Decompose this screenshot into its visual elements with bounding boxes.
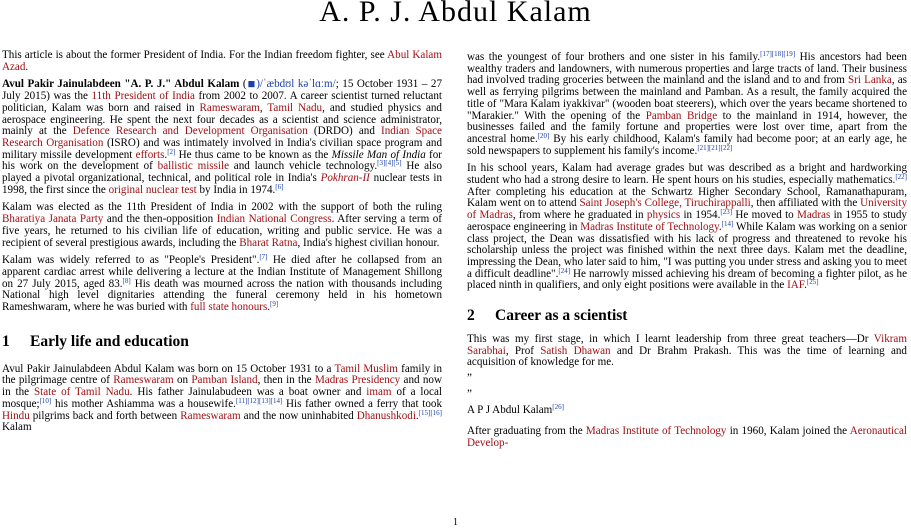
section-number: 2 [467, 307, 475, 325]
speaker-icon[interactable]: ◾) [246, 78, 260, 91]
citation[interactable]: [17][18][19] [760, 50, 796, 58]
link-tamil-nadu[interactable]: Tamil Nadu [267, 101, 323, 114]
left-column [2, 50, 442, 440]
citation[interactable]: [8] [122, 276, 131, 285]
link-physics[interactable]: physics [646, 209, 681, 222]
citation[interactable]: [6] [275, 182, 284, 191]
link-rameswaram[interactable]: Rameswaram [199, 101, 260, 114]
link-vikram-sarabhai[interactable]: Vikram Sarabhai [467, 333, 907, 357]
quote-mark: ” [467, 372, 472, 385]
link-pamban-island[interactable]: Pamban Island [191, 374, 258, 387]
link-hindu[interactable]: Hindu [2, 409, 30, 422]
section-title: Early life and education [30, 332, 189, 350]
citation[interactable]: [22] [895, 173, 907, 182]
intro-paragraph: Avul Pakir Jainulabdeen "A. P. J." Abdul Kalam (◾)/ˈæbdʊl kəˈlɑːm/; 15 October 1931 – 27 July 2015) was the 11th President of India from 2002 to 2007. A career scientist turned reluctant politician, Kalam was born and raised in Rameswaram, Tamil Nadu, and studied physics and aerospace engineering. He spent the next four decades as a scientist and science administrator, mainly at the Defence Research and Development Organisation (DRDO) and Indian Space Research Organisation (ISRO) and was intimately involved in India's civilian space program and military missile development efforts.[2] He thus came to be known as the Missile Man of India for his work on the development of ballistic missile and launch vehicle technology.[3][4][5] He also played a pivotal organizational, technical, and political role in India's Pokhran-II nuclear tests in 1998, the first since the original nuclear test by India in 1974.[6] [2, 78, 443, 196]
link-efforts[interactable]: efforts [135, 148, 165, 161]
school-paragraph: In his school years, Kalam had average grades but was described as a bright and hardworking student who had a strong desire to learn. He spent hours on his studies, especially mathematics.[22] After completing his education at the Schwartz Higher Secondary School, Ramanathapuram, Kalam went on to attend Saint Joseph's College, Tiruchirappalli, then affiliated with the University of Madras, from where he graduated in physics in 1954.[23] He moved to Madras in 1955 to study aerospace engineering in Madras Institute of Technology.[14] While Kalam was working on a senior class project, the Dean was dissatisfied with his lack of progress and threatened to revoke his scholarship unless the project was finished within the next three days. Kalam met the deadline, impressing the Dean, who later said to him, "I was putting you under stress and asking you to meet a difficult deadline".[24] He narrowly missed achieving his dream of becoming a fighter pilot, as he placed ninth in qualifiers, and only eight positions were available in the IAF.[25] [467, 162, 908, 292]
page-number: 1 [453, 517, 458, 528]
link-rameswaram[interactable]: Rameswaram [180, 409, 241, 422]
link-11th-president[interactable]: 11th President of India [91, 90, 195, 103]
link-abul-kalam-azad[interactable]: Abul Kalam Azad [2, 49, 442, 73]
link-madras-institute-of-technology[interactable]: Madras Institute of Technology [585, 425, 727, 438]
citation[interactable]: [26] [552, 402, 564, 411]
intro-name: Avul Pakir Jainulabdeen "A. P. J." Abdul Kalam [2, 78, 240, 91]
link-inc[interactable]: Indian National Congress [216, 213, 332, 226]
link-original-nuclear-test[interactable]: original nuclear test [108, 183, 197, 196]
link-madras[interactable]: Madras [797, 209, 831, 222]
quote-mark: ” [467, 387, 472, 400]
link-saint-josephs-college[interactable]: Saint Joseph's College, Tiruchirappalli [579, 197, 751, 210]
link-iaf[interactable]: IAF [787, 279, 805, 292]
link-imam[interactable]: imam [366, 386, 392, 399]
ipa-link[interactable]: /ˈæbdʊl kəˈlɑːm/ [259, 78, 336, 91]
quote-paragraph: This was my first stage, in which I learnt leadership from three great teachers—Dr Vikram Sarabhai, Prof Satish Dhawan and Dr Brahm Prakash. This was the time of learning and acquisition of knowledge for me. [467, 333, 907, 369]
citation[interactable]: [25] [806, 278, 819, 287]
citation[interactable]: [14] [721, 219, 734, 228]
link-university-of-madras[interactable]: University of Madras [467, 197, 907, 222]
quote-attribution: A P J Abdul Kalam[26] [467, 402, 564, 416]
link-ballistic-missile[interactable]: ballistic missile [157, 160, 229, 173]
link-pokhran-ii[interactable]: Pokhran-II [320, 172, 370, 185]
link-pamban-bridge[interactable]: Pamban Bridge [645, 109, 718, 122]
link-bharat-ratna[interactable]: Bharat Ratna [239, 236, 298, 249]
citation[interactable]: [20] [537, 131, 550, 140]
link-bjp[interactable]: Bharatiya Janata Party [2, 213, 104, 226]
section-title: Career as a scientist [495, 307, 628, 325]
link-tamil-muslim[interactable]: Tamil Muslim [334, 362, 398, 375]
citation[interactable]: [24] [558, 266, 571, 275]
link-madras-presidency[interactable]: Madras Presidency [314, 374, 401, 387]
link-state-of-tamil-nadu[interactable]: State of Tamil Nadu [33, 386, 130, 399]
citation[interactable]: [15][16] [418, 408, 443, 417]
career-paragraph: After graduating from the Madras Institute of Technology in 1960, Kalam joined the Aeronautical Develop- [467, 425, 907, 449]
citation[interactable]: [3][4][5] [377, 159, 402, 168]
death-paragraph: Kalam was widely referred to as "People's President".[7] He died after he collapsed from an apparent cardiac arrest while delivering a lecture at the Indian Institute of Management Shillong on 27 July 2015, aged 83.[8] His death was mourned across the nation with thousands including National high level dignitaries attending the funeral ceremony held in his hometown Rameshwaram, where he was buried with full state honours.[9] [2, 253, 442, 314]
right-column [467, 52, 907, 456]
link-madras-institute-of-technology[interactable]: Madras Institute of Technology [580, 220, 719, 233]
citation[interactable]: [21][21][22] [697, 143, 733, 152]
citation[interactable]: [11][12][13][14] [235, 396, 283, 405]
article-title: A. P. J. Abdul Kalam [319, 0, 592, 28]
link-full-state-honours[interactable]: full state honours [190, 301, 268, 314]
link-satish-dhawan[interactable]: Satish Dhawan [540, 344, 611, 357]
link-drdo[interactable]: Defence Research and Development Organisation [72, 125, 308, 138]
presidency-paragraph: Kalam was elected as the 11th President of India in 2002 with the support of both the ruling Bharatiya Janata Party and the then-opposition Indian National Congress. After serving a term of five years, he returned to his civilian life of education, writing and public service. He was a recipient of several prestigious awards, including the Bharat Ratna, India's highest civilian honour. [2, 201, 442, 249]
citation[interactable]: [23] [720, 208, 733, 217]
link-isro[interactable]: Indian Space Research Organisation [2, 125, 442, 149]
citation[interactable]: [7] [259, 253, 268, 262]
link-aeronautical-development[interactable]: Aeronautical Develop- [467, 425, 907, 449]
link-sri-lanka[interactable]: Sri Lanka [848, 74, 892, 87]
section-number: 1 [2, 332, 10, 350]
hatnote: This article is about the former President of India. For the Indian freedom fighter, see Abul Kalam Azad. [2, 49, 442, 73]
link-rameswaram[interactable]: Rameswaram [113, 374, 174, 387]
section-heading [467, 306, 907, 326]
citation[interactable]: [10] [39, 396, 52, 405]
early-life-paragraph: Avul Pakir Jainulabdeen Abdul Kalam was born on 15 October 1931 to a Tamil Muslim family in the pilgrimage centre of Rameswaram on Pamban Island, then in the Madras Presidency and now in the State of Tamil Nadu. His father Jainulabudeen was a boat owner and imam of a local mosque;[10] his mother Ashiamma was a housewife.[11][12][13][14] His father owned a ferry that took Hindu pilgrims back and forth between Rameswaram and the now uninhabited Dhanushkodi.[15][16] Kalam [2, 362, 443, 434]
link-dhanushkodi[interactable]: Dhanushkodi [356, 409, 416, 422]
citation[interactable]: [2] [167, 147, 176, 156]
section-heading [2, 332, 442, 352]
citation[interactable]: [9] [270, 300, 279, 309]
family-paragraph: was the youngest of four brothers and one sister in his family.[17][18][19] His ancestors had been wealthy traders and landowners, with numerous properties and large tracts of land. Their business had involved trading groceries between the mainland and the island and to and from Sri Lanka, as well as ferrying pilgrims between the mainland and Pamban. As a result, the family acquired the title of "Mara Kalam iyakkivar" (wooden boat steerers), which over the years became shortened to "Marakier." With the opening of the Pamban Bridge to the mainland in 1914, however, the businesses failed and the family fortune and properties were lost over time, apart from the ancestral home.[20] By his early childhood, Kalam's family had become poor; at an early age, he sold newspapers to supplement his family's income.[21][21][22] [467, 50, 907, 157]
